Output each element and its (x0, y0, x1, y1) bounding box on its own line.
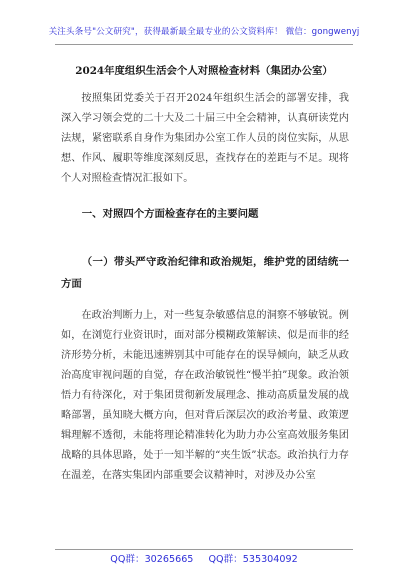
footer (0, 551, 408, 565)
footer-qq-group-1: QQ群：30265665 (110, 554, 194, 565)
header-banner: 关注头条号"公文研究"，获得最新最全最专业的公文资料库！ 微信：gongwenyj (48, 27, 360, 37)
document-title: 2024年度组织生活会个人对照检查材料（集团办公室） (75, 65, 333, 77)
body-paragraph: 在政治判断力上，对一些复杂敏感信息的洞察不够敏锐。例如，在浏览行业资讯时，面对部分模糊政策解读、似是而非的经济形势分析，未能迅速辨别其中可能存在的误导倾向，缺乏从政治高度审视问题的自觉，存在政治敏锐性“慢半拍”现象。政治领悟力有待深化，对于集团贯彻新发展理念、推动高质量发展的战略部署，虽知晓大概方向，但对背后深层次的政治考量、政策逻辑理解不透彻，未能将理论精准转化为助力办公室高效服务集团战略的具体思路，处于一知半解的“夹生饭”状态。政治执行力存在温差，在落实集团内部重要会议精神时，对涉及办公室 (61, 310, 349, 481)
header-divider (55, 44, 353, 45)
footer-divider (55, 549, 353, 550)
subsection-heading: （一）带头严守政治纪律和政治规矩，维护党的团结统一方面 (61, 256, 349, 290)
footer-qq-group-2: QQ群：535304092 (208, 554, 298, 565)
section-heading: 一、对照四个方面检查存在的主要问题 (81, 208, 259, 220)
intro-paragraph: 按照集团党委关于召开2024年组织生活会的部署安排，我深入学习领会党的二十大及二十届三中全会精神，认真研读党内法规，紧密联系自身作为集团办公室工作人员的岗位实际，从思想、作风、履职等维度深刻反思，查找存在的差距与不足。现将个人对照检查情况汇报如下。 (61, 93, 349, 184)
